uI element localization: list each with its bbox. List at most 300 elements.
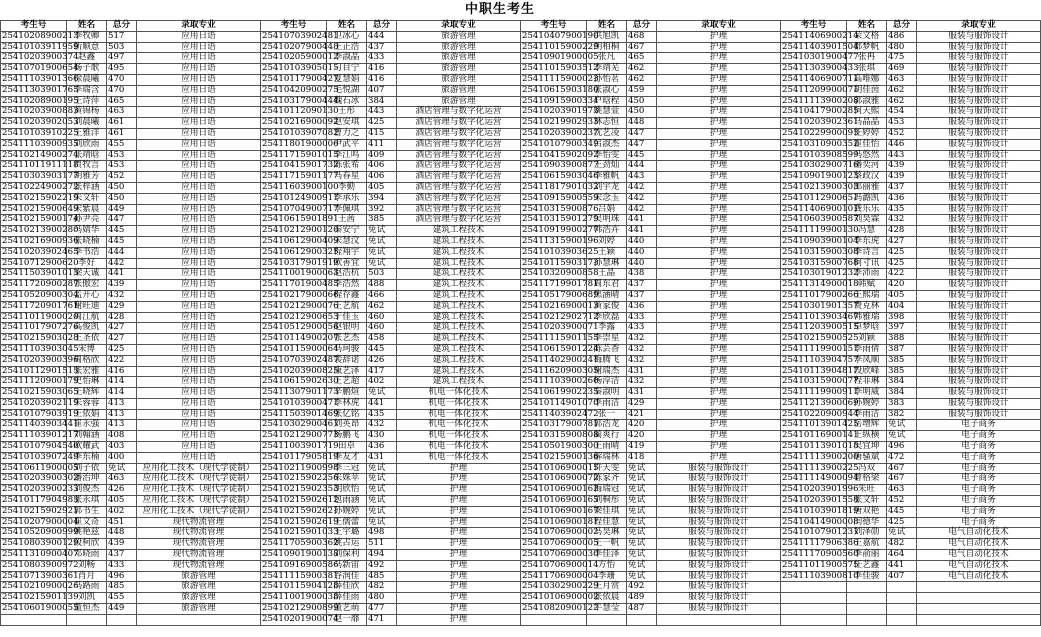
exam-id-cell: 25410117904983	[2, 495, 79, 506]
header-major: 录取专业	[397, 21, 521, 32]
major-cell: 机电一体化技术	[397, 442, 521, 453]
name-cell: 马婧华	[67, 226, 107, 237]
exam-id-cell: 25411406900101	[782, 203, 859, 214]
major-cell: 护理	[657, 431, 781, 442]
exam-id-cell: 25410215903028	[2, 333, 79, 344]
table-row	[1, 258, 1041, 269]
score-cell: 425	[107, 344, 137, 355]
page-title: 中职生考生	[464, 2, 535, 17]
score-cell: 免试	[887, 431, 917, 442]
major-cell: 应用日语	[137, 161, 261, 172]
name-cell: 周江航	[67, 312, 107, 323]
major-cell: 建筑工程技术	[397, 377, 521, 388]
name-cell: 龚乐乐	[847, 204, 887, 215]
name-cell: 黄家俊	[587, 301, 627, 312]
exam-id-cell: 25410517900689	[522, 289, 599, 300]
name-cell: 陈芸香	[587, 344, 627, 355]
name-cell: 张永琪	[67, 496, 107, 507]
major-cell: 服装与服饰设计	[657, 571, 781, 582]
header-name: 姓名	[67, 21, 107, 32]
score-cell: 458	[367, 334, 397, 345]
major-cell: 服装与服饰设计	[657, 485, 781, 496]
major-cell: 护理	[397, 560, 521, 571]
name-cell: 刘畅	[67, 560, 107, 571]
score-cell: 免试	[627, 571, 657, 582]
exam-id-cell: 25410103908599	[782, 149, 859, 160]
score-cell: 414	[107, 377, 137, 388]
exam-id-cell: 25411503901013	[2, 268, 79, 279]
table-row	[1, 226, 1041, 237]
exam-id-cell: 25410303903177	[2, 171, 79, 182]
score-cell: 482	[887, 539, 917, 550]
name-cell: 赵鑫	[67, 53, 107, 64]
table-row	[1, 312, 1041, 323]
score-cell: 428	[887, 226, 917, 237]
name-cell	[67, 614, 107, 625]
score-cell: 498	[367, 528, 397, 539]
major-cell	[917, 614, 1041, 625]
score-cell	[887, 593, 917, 604]
name-cell: 张宏雅	[67, 366, 107, 377]
name-cell: 李雨洁	[587, 398, 627, 409]
name-cell: 李淑晶	[327, 53, 367, 64]
major-cell: 酒店管理与数字化运营	[397, 204, 521, 215]
exam-id-cell: 25411113900208	[782, 95, 859, 106]
exam-id-cell: 25411720900287	[2, 279, 79, 290]
score-cell: 420	[887, 280, 917, 291]
exam-id-cell: 25410117905819	[262, 451, 339, 462]
exam-id-cell: 25410215902353	[262, 484, 339, 495]
name-cell: 李靖芜	[587, 64, 627, 75]
exam-id-cell: 25411120900179	[2, 376, 79, 387]
major-cell: 护理	[657, 31, 781, 42]
admission-sheet	[0, 20, 1009, 637]
exam-id-cell: 25410415901732	[262, 160, 339, 171]
exam-id-cell: 25411103900260	[522, 376, 599, 387]
exam-id-cell: 25410901900123	[782, 171, 859, 182]
name-cell: 李承乐	[327, 193, 367, 204]
name-cell: 刘翰涵	[67, 431, 107, 442]
score-cell: 438	[627, 269, 657, 280]
exam-id-cell: 25411103903045	[2, 343, 79, 354]
major-cell: 护理	[657, 323, 781, 334]
major-cell: 护理	[657, 161, 781, 172]
major-cell: 服装与服饰设计	[917, 53, 1041, 64]
major-cell: 护理	[657, 388, 781, 399]
score-cell: 511	[367, 539, 397, 550]
name-cell: 李雨倩	[847, 344, 887, 355]
exam-id-cell: 25411013901425	[782, 419, 859, 430]
major-cell: 护理	[397, 614, 521, 625]
score-cell: 免试	[887, 528, 917, 539]
exam-id-cell: 25410201900074	[262, 613, 339, 624]
name-cell: 王艺超	[327, 377, 367, 388]
header-score: 总分	[367, 21, 397, 32]
table-row	[1, 560, 1041, 571]
major-cell: 酒店管理与数字化运营	[397, 215, 521, 226]
exam-id-cell: 25410211900998	[262, 462, 339, 473]
exam-id-cell: 25411719901781	[522, 279, 599, 290]
name-cell: 李好	[67, 258, 107, 269]
exam-id-cell: 25410302900229	[522, 581, 599, 592]
major-cell: 电子商务	[917, 420, 1041, 431]
name-cell: 刘昊霖	[847, 215, 887, 226]
exam-id-cell: 25410116900141	[782, 430, 859, 441]
exam-id-cell: 25410207900448	[262, 41, 339, 52]
score-cell: 411	[367, 139, 397, 150]
name-cell: 王彤	[327, 107, 367, 118]
name-cell: 谢瑞杰	[587, 366, 627, 377]
score-cell: 431	[627, 366, 657, 377]
exam-id-cell: 25411103900935	[2, 138, 79, 149]
exam-id-cell: 25411119900911	[782, 387, 859, 398]
table-row	[1, 74, 1041, 85]
major-cell: 服装与服饰设计	[917, 182, 1041, 193]
name-cell: 李崇星	[587, 334, 627, 345]
name-cell: 邓晓雨	[67, 550, 107, 561]
score-cell: 445	[107, 236, 137, 247]
exam-id-cell	[521, 614, 587, 625]
table-row	[1, 280, 1041, 291]
name-cell: 秦淑明	[587, 388, 627, 399]
name-cell: 肖月	[67, 571, 107, 582]
score-cell: 免试	[367, 485, 397, 496]
major-cell: 护理	[657, 215, 781, 226]
major-cell: 护理	[397, 496, 521, 507]
name-cell: 刘欣雨	[67, 139, 107, 150]
name-cell: 欧善宜	[327, 258, 367, 269]
score-cell: 480	[367, 593, 397, 604]
score-cell: 467	[887, 474, 917, 485]
score-cell: 442	[627, 204, 657, 215]
major-cell: 应用日语	[137, 150, 261, 161]
major-cell: 旅游管理	[397, 64, 521, 75]
exam-id-cell: 25410113904817	[782, 365, 859, 376]
exam-id-cell: 25410703902487	[262, 354, 339, 365]
major-cell: 应用日语	[137, 64, 261, 75]
table-row	[1, 582, 1041, 593]
table-row	[1, 204, 1041, 215]
exam-id-cell: 25410701900654	[2, 63, 79, 74]
exam-id-cell: 25410803900129	[2, 538, 79, 549]
name-cell: 刘颖	[847, 334, 887, 345]
name-cell: 张亿铭	[327, 409, 367, 420]
score-cell: 445	[367, 344, 397, 355]
major-cell: 护理	[657, 150, 781, 161]
score-cell: 461	[107, 118, 137, 129]
table-row	[1, 442, 1041, 453]
major-cell: 应用日语	[137, 431, 261, 442]
name-cell: 王依娟	[67, 409, 107, 420]
score-cell: 416	[367, 64, 397, 75]
major-cell: 现代物流管理	[137, 539, 261, 550]
score-cell: 443	[887, 150, 917, 161]
score-cell: 免试	[627, 496, 657, 507]
exam-id-cell: 25411001900038	[262, 592, 339, 603]
score-cell: 400	[107, 452, 137, 463]
table-row	[1, 150, 1041, 161]
name-cell: 刘英昂	[327, 420, 367, 431]
score-cell: 464	[887, 550, 917, 561]
major-cell: 建筑工程技术	[397, 247, 521, 258]
table-row	[1, 604, 1041, 615]
major-cell: 建筑工程技术	[397, 312, 521, 323]
score-cell: 419	[627, 442, 657, 453]
major-cell: 护理	[657, 64, 781, 75]
major-cell: 酒店管理与数字化运营	[397, 193, 521, 204]
score-cell: 403	[107, 442, 137, 453]
name-cell: 李佳泽	[587, 550, 627, 561]
exam-id-cell: 25411720901761	[2, 300, 79, 311]
exam-id-cell: 25410215900174	[2, 214, 79, 225]
score-cell: 402	[107, 506, 137, 517]
exam-id-cell: 25410706900005	[522, 538, 599, 549]
exam-id-cell: 25410315901279	[522, 214, 599, 225]
name-cell: 孙怡茗	[587, 74, 627, 85]
score-cell: 441	[627, 226, 657, 237]
score-cell: 444	[367, 31, 397, 42]
major-cell: 电气自动化技术	[917, 539, 1041, 550]
exam-id-cell: 25410704900717	[262, 203, 339, 214]
score-cell: 免试	[367, 388, 397, 399]
score-cell: 452	[887, 128, 917, 139]
major-cell: 服装与服饰设计	[917, 312, 1041, 323]
major-cell: 服装与服饰设计	[657, 463, 781, 474]
name-cell: 史怡琳	[67, 377, 107, 388]
exam-id-cell: 25410103907249	[2, 451, 79, 462]
exam-id-cell: 25410919900277	[522, 225, 599, 236]
major-cell: 应用化工技术（现代学徒制）	[137, 463, 261, 474]
exam-id-cell: 25411013903467	[782, 311, 859, 322]
exam-id-cell: 25410212900899	[262, 603, 339, 614]
exam-id-cell: 25411017907276	[2, 322, 79, 333]
major-cell: 现代物流管理	[137, 560, 261, 571]
exam-id-cell: 25410317900781	[522, 419, 599, 430]
major-cell: 建筑工程技术	[397, 334, 521, 345]
name-cell: 任婷婷	[847, 128, 887, 139]
major-cell: 护理	[657, 377, 781, 388]
name-cell: 洪旭凯	[587, 31, 627, 42]
name-cell: 冯双	[847, 463, 887, 474]
name-cell: 张文轩	[847, 496, 887, 507]
exam-id-cell: 25410320900858	[522, 268, 599, 279]
exam-id-cell: 25411209900071	[782, 84, 859, 95]
score-cell: 442	[627, 182, 657, 193]
score-cell: 426	[367, 355, 397, 366]
score-cell: 492	[367, 560, 397, 571]
score-cell: 467	[627, 42, 657, 53]
name-cell: 曾格梁	[847, 474, 887, 485]
exam-id-cell: 25411620900305	[522, 365, 599, 376]
major-cell: 电子商务	[917, 506, 1041, 517]
exam-id-cell: 25410215900525	[782, 333, 859, 344]
name-cell: 宋博	[67, 344, 107, 355]
score-cell: 449	[107, 604, 137, 615]
name-cell: 孙慧琳	[587, 258, 627, 269]
exam-id-cell: 25410501900300	[522, 441, 599, 452]
exam-id-cell: 25410103911959	[2, 41, 79, 52]
major-cell: 建筑工程技术	[397, 323, 521, 334]
exam-id-cell: 25410215901033	[262, 527, 339, 538]
score-cell: 441	[107, 269, 137, 280]
score-cell: 482	[367, 582, 397, 593]
score-cell: 470	[107, 74, 137, 85]
major-cell: 护理	[657, 204, 781, 215]
name-cell: 李浩然	[327, 280, 367, 291]
score-cell: 495	[107, 64, 137, 75]
name-cell: 吴明珠	[587, 215, 627, 226]
name-cell: 薛佳欣	[327, 582, 367, 593]
exam-id-cell: 25410106900167	[522, 505, 599, 516]
table-row	[1, 323, 1041, 334]
exam-id-cell: 25410208900195	[2, 95, 79, 106]
major-cell: 服装与服饰设计	[657, 550, 781, 561]
name-cell: 孙尹亮	[67, 215, 107, 226]
table-row	[1, 506, 1041, 517]
major-cell: 机电一体化技术	[397, 388, 521, 399]
name-cell: 程翔宇	[327, 247, 367, 258]
exam-id-cell: 25411303900433	[782, 63, 859, 74]
table-row	[1, 139, 1041, 150]
exam-id-cell: 25410212900773	[262, 430, 339, 441]
major-cell: 应用日语	[137, 74, 261, 85]
exam-id-cell: 25411011900575	[782, 559, 859, 570]
name-cell: 曹力之	[327, 128, 367, 139]
major-cell: 护理	[657, 193, 781, 204]
score-cell: 417	[367, 366, 397, 377]
score-cell: 免试	[367, 496, 397, 507]
name-cell: 王颖	[587, 247, 627, 258]
score-cell: 408	[107, 431, 137, 442]
exam-id-cell: 25410615901891	[262, 214, 339, 225]
name-cell: 李东楠	[67, 452, 107, 463]
score-cell: 免试	[627, 474, 657, 485]
score-cell: 437	[627, 290, 657, 301]
score-cell: 450	[107, 193, 137, 204]
major-cell: 护理	[657, 139, 781, 150]
exam-id-cell	[1, 614, 67, 625]
score-cell: 427	[887, 236, 917, 247]
exam-id-cell: 25410112901513	[2, 365, 79, 376]
major-cell: 酒店管理与数字化运营	[397, 150, 521, 161]
exam-id-cell: 25411115900023	[522, 73, 599, 84]
admission-table	[0, 20, 1041, 626]
exam-id-cell: 25410520900999	[2, 527, 79, 538]
score-cell: 383	[887, 398, 917, 409]
name-cell: 卫冰心	[327, 31, 367, 42]
name-cell: 韩赋	[847, 280, 887, 291]
exam-id-cell: 25410615903046	[522, 171, 599, 182]
name-cell: 刘子依	[67, 463, 107, 474]
score-cell: 485	[367, 571, 397, 582]
header-name: 姓名	[587, 21, 627, 32]
exam-id-cell: 25410215900649	[2, 203, 79, 214]
exam-id-cell: 25411203900515	[782, 322, 859, 333]
exam-id-cell: 25410703902481	[262, 30, 339, 41]
exam-id-cell: 25410112090130	[262, 106, 339, 117]
major-cell: 服装与服饰设计	[917, 215, 1041, 226]
major-cell: 护理	[397, 528, 521, 539]
score-cell: 463	[107, 474, 137, 485]
major-cell: 服装与服饰设计	[917, 290, 1041, 301]
exam-id-cell: 25411017900266	[782, 289, 859, 300]
name-cell: 王诗萍	[67, 96, 107, 107]
exam-id-cell: 25410203900374	[2, 52, 79, 63]
score-cell: 455	[107, 139, 137, 150]
score-cell: 免试	[367, 247, 397, 258]
exam-id-cell: 25410615902630	[262, 376, 339, 387]
exam-id-cell: 25410706900002	[522, 527, 599, 538]
score-cell: 452	[107, 172, 137, 183]
name-cell: 秦安宁	[327, 226, 367, 237]
major-cell: 护理	[657, 172, 781, 183]
major-cell: 应用日语	[137, 193, 261, 204]
table-row	[1, 571, 1041, 582]
table-row	[1, 366, 1041, 377]
exam-id-cell: 25410219902933	[522, 117, 599, 128]
score-cell: 415	[367, 128, 397, 139]
major-cell: 服装与服饰设计	[657, 560, 781, 571]
exam-id-cell: 25410107901231	[782, 527, 859, 538]
major-cell: 护理	[397, 604, 521, 615]
exam-id-cell: 25411015900229	[522, 41, 599, 52]
score-cell: 432	[887, 215, 917, 226]
name-cell: 李明威	[847, 388, 887, 399]
name-cell: 唐骚斌	[847, 452, 887, 463]
name-cell: 李牧卿	[67, 31, 107, 42]
score-cell: 503	[367, 269, 397, 280]
name-cell: 闫德华	[847, 517, 887, 528]
score-cell: 480	[887, 42, 917, 53]
exam-id-cell: 25410203900883	[2, 106, 79, 117]
exam-id-cell: 25410117900427	[262, 73, 339, 84]
score-cell: 416	[367, 74, 397, 85]
name-cell: 李佩琪	[327, 204, 367, 215]
exam-id-cell: 25410106900015	[522, 462, 599, 473]
name-cell: 王晓辉	[67, 388, 107, 399]
name-cell: 魏石冰	[327, 96, 367, 107]
name-cell: 费克林	[847, 301, 887, 312]
score-cell: 468	[627, 31, 657, 42]
exam-id-cell: 25410106900181	[522, 516, 599, 527]
score-cell: 431	[367, 452, 397, 463]
score-cell: 免试	[367, 463, 397, 474]
major-cell: 旅游管理	[397, 31, 521, 42]
major-cell: 酒店管理与数字化运营	[397, 107, 521, 118]
major-cell	[657, 614, 781, 625]
major-cell: 建筑工程技术	[397, 226, 521, 237]
score-cell: 442	[107, 258, 137, 269]
score-cell: 428	[107, 312, 137, 323]
name-cell: 唐双艳	[847, 506, 887, 517]
exam-id-cell: 25410901900138	[262, 549, 339, 560]
major-cell: 服装与服饰设计	[657, 604, 781, 615]
name-cell: 孙婉婷	[327, 506, 367, 517]
exam-id-cell: 25410103901819	[782, 505, 859, 516]
major-cell: 应用日语	[137, 452, 261, 463]
score-cell: 517	[107, 31, 137, 42]
major-cell: 电子商务	[917, 431, 1041, 442]
header-score: 总分	[887, 21, 917, 32]
major-cell: 服装与服饰设计	[917, 139, 1041, 150]
major-cell: 机电一体化技术	[397, 452, 521, 463]
name-cell	[847, 604, 887, 615]
name-cell	[847, 593, 887, 604]
name-cell: 卓梦晗	[847, 323, 887, 334]
exam-id-cell: 25410114900207	[262, 333, 339, 344]
major-cell: 护理	[657, 452, 781, 463]
name-cell: 李书浩	[67, 247, 107, 258]
